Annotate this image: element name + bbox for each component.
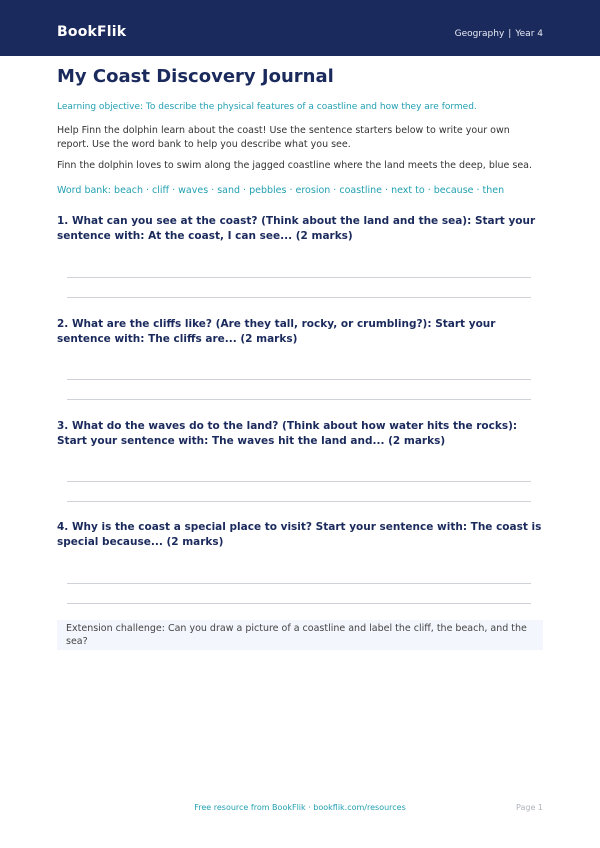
word-bank: Word bank: beach · cliff · waves · sand · pebbles · erosion · coastline · next to · because · then (57, 185, 505, 196)
header-bar (0, 0, 600, 56)
header-separator: | (508, 29, 512, 39)
footer-credit-link[interactable]: Free resource from BookFlik · bookflik.com/resources (194, 803, 406, 812)
brand-logo-text[interactable]: BookFlik (57, 24, 127, 40)
intro-text: Help Finn the dolphin learn about the coast! Use the sentence starters below to write your own report. Use the word bank to help you describe what you see. (57, 125, 510, 150)
answer-line-4a[interactable] (67, 583, 531, 584)
question-4: 4. Why is the coast a special place to visit? Start your sentence with: The coast is special because... (2 marks) (57, 521, 542, 548)
answer-line-3b[interactable] (67, 501, 531, 502)
answer-line-4b[interactable] (67, 603, 531, 604)
answer-line-2a[interactable] (67, 379, 531, 380)
answer-line-1a[interactable] (67, 277, 531, 278)
question-3: 3. What do the waves do to the land? (Think about how water hits the rocks): Start your sentence with: The waves hit the land and... (2 marks) (57, 420, 518, 447)
question-1: 1. What can you see at the coast? (Think about the land and the sea): Start your sentence with: At the coast, I can see... (2 marks) (57, 215, 536, 242)
answer-line-2b[interactable] (67, 399, 531, 400)
answer-line-3a[interactable] (67, 481, 531, 482)
answer-line-1b[interactable] (67, 297, 531, 298)
extension-challenge-box (57, 620, 543, 650)
year-label: Year 4 (515, 29, 543, 39)
page-number: Page 1 (516, 803, 543, 812)
subject-label: Geography (454, 29, 505, 39)
story-text: Finn the dolphin loves to swim along the jagged coastline where the land meets the deep, blue sea. (57, 160, 533, 171)
subject-year (455, 28, 543, 40)
page-title: My Coast Discovery Journal (57, 66, 334, 87)
learning-objective: Learning objective: To describe the physical features of a coastline and how they are formed. (57, 102, 477, 112)
question-2: 2. What are the cliffs like? (Are they tall, rocky, or crumbling?): Start your sentence with: The cliffs are... (2 marks) (57, 318, 496, 345)
extension-challenge-text: Extension challenge: Can you draw a picture of a coastline and label the cliff, the beach, and the sea? (66, 623, 527, 647)
